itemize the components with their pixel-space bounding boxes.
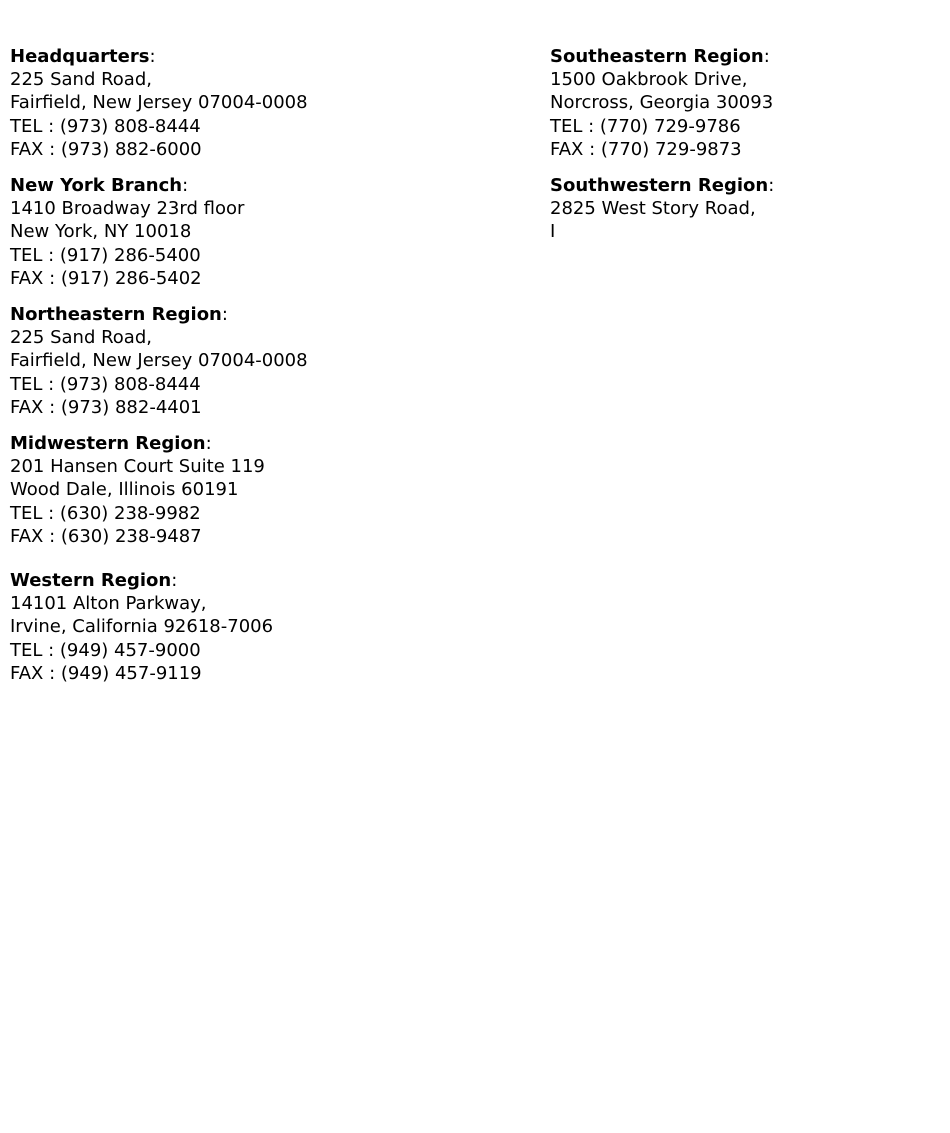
office-name: Northeastern Region [10, 304, 222, 326]
phone-line: TEL : (917) 286-5400 [10, 244, 201, 266]
address-line: New York, NY 10018 [10, 221, 192, 243]
address-line: Irvine, California 92618-7006 [10, 616, 274, 638]
phone-line: TEL : (973) 808-8444 [10, 373, 201, 395]
office-western-region [10, 569, 530, 685]
address-line: 1500 Oakbrook Drive, [550, 69, 748, 91]
office-title [10, 569, 530, 592]
office-headquarters [10, 45, 530, 161]
address-line: 225 Sand Road, [10, 327, 152, 349]
office-northeastern-region [10, 303, 530, 419]
right-column [550, 45, 940, 257]
office-name: New York Branch [10, 175, 183, 197]
fax-line: FAX : (917) 286-5402 [10, 267, 202, 289]
title-colon: : [205, 433, 212, 455]
office-title [10, 45, 530, 68]
fax-line: FAX : (973) 882-6000 [10, 138, 202, 160]
phone-line: TEL : (630) 238-9982 [10, 502, 201, 524]
phone-line: TEL : (973) 808-8444 [10, 115, 201, 137]
office-name: Midwestern Region [10, 433, 206, 455]
address-line: 1410 Broadway 23rd floor [10, 198, 245, 220]
office-name: Headquarters [10, 46, 150, 67]
address-line: 14101 Alton Parkway, [10, 593, 207, 615]
address-line: Wood Dale, Illinois 60191 [10, 479, 239, 501]
fax-line: FAX : (630) 238-9487 [10, 525, 202, 547]
office-name: Southwestern Region [550, 175, 769, 197]
phone-line: TEL : (949) 457-9000 [10, 639, 201, 661]
title-colon: : [149, 46, 156, 67]
office-southwestern-region [550, 174, 940, 244]
title-colon: : [171, 570, 178, 592]
address-line: 2825 West Story Road, [550, 198, 756, 220]
title-colon: : [182, 175, 189, 197]
office-new-york-branch [10, 174, 530, 290]
office-title [10, 432, 530, 455]
fax-line: FAX : (973) 882-4401 [10, 396, 202, 418]
address-line: Fairfield, New Jersey 07004-0008 [10, 350, 308, 372]
title-colon: : [221, 304, 228, 326]
fax-line: FAX : (949) 457-9119 [10, 662, 202, 684]
address-line: 201 Hansen Court Suite 119 [10, 456, 265, 478]
address-line: Fairfield, New Jersey 07004-0008 [10, 92, 308, 114]
address-line: 225 Sand Road, [10, 69, 152, 91]
address-line: Norcross, Georgia 30093 [550, 92, 774, 114]
left-column [10, 45, 530, 698]
office-name: Southeastern Region [550, 46, 764, 67]
office-title [550, 174, 940, 197]
office-title [10, 174, 530, 197]
office-name: Western Region [10, 570, 172, 592]
fax-line: FAX : (770) 729-9873 [550, 138, 742, 160]
title-colon: : [768, 175, 775, 197]
office-title [10, 303, 530, 326]
address-line-truncated: I [550, 221, 556, 243]
phone-line: TEL : (770) 729-9786 [550, 115, 741, 137]
office-midwestern-region [10, 432, 530, 548]
title-colon: : [763, 46, 770, 67]
office-southeastern-region [550, 45, 940, 161]
office-title [550, 45, 940, 68]
